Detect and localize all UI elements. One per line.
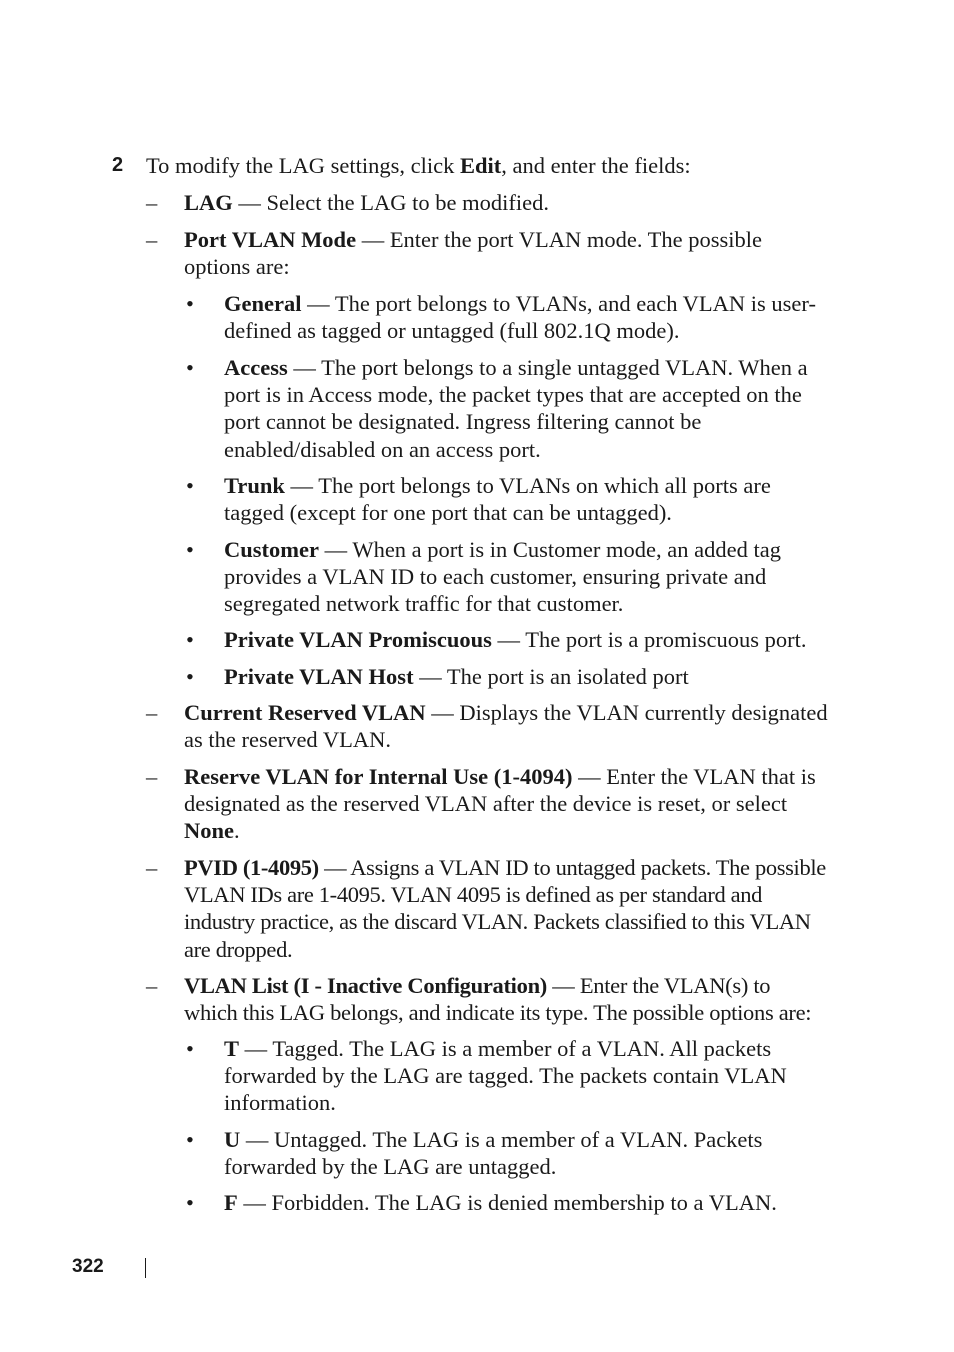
- page-number: 322: [72, 1256, 104, 1277]
- footer-divider: [145, 1258, 146, 1278]
- field-description: — Enter the VLAN that is designated as the reserved VLAN after the device is reset, or select: [184, 764, 816, 817]
- option-label: Customer: [224, 537, 319, 562]
- dash-marker: –: [146, 764, 158, 789]
- field-description: — Enter the port VLAN mode. The possible options are:: [184, 227, 763, 280]
- option-description: — Untagged. The LAG is a member of a VLAN. Packets forwarded by the LAG are untagged.: [224, 1127, 763, 1180]
- option-label: Private VLAN Promiscuous: [224, 627, 492, 652]
- field-description: — Displays the VLAN currently designated as the reserved VLAN.: [184, 700, 828, 753]
- option-label: Private VLAN Host: [224, 664, 414, 689]
- none-keyword: None: [184, 818, 234, 844]
- option-description: — The port belongs to a single untagged VLAN. When a port is in Access mode, the packet types that are accepted on the port cannot be designated. Ingress filtering cannot be enabled/disabled on an access port.: [224, 355, 808, 462]
- bullet-marker: •: [186, 1036, 194, 1061]
- option-label: Trunk: [224, 473, 285, 498]
- option-description: — The port is a promiscuous port.: [491, 627, 807, 652]
- field-description: — Enter the VLAN(s) to which this LAG belongs, and indicate its type. The possible options are:: [184, 973, 812, 1026]
- dash-marker: –: [146, 227, 158, 252]
- option-trunk: [224, 472, 829, 526]
- bullet-marker: •: [186, 1190, 194, 1215]
- option-access: [224, 354, 829, 463]
- option-description: — The port belongs to VLANs on which all ports are tagged (except for one port that can be untagged).: [224, 473, 771, 526]
- field-current-reserved-vlan: [184, 699, 829, 753]
- bullet-marker: •: [186, 537, 194, 562]
- option-tagged: [224, 1035, 829, 1117]
- option-description: — When a port is in Customer mode, an added tag provides a VLAN ID to each customer, ensuring private and segregated network traffic for that customer.: [224, 537, 781, 617]
- field-description: — Assigns a VLAN ID to untagged packets. The possible VLAN IDs are 1-4095. VLAN 4095 is defined as per standard and industry practice, as the discard VLAN. Packets classified to this VLAN are dropped.: [184, 855, 826, 962]
- bullet-marker: •: [186, 291, 194, 316]
- option-description: — The port is an isolated port: [413, 664, 689, 689]
- option-forbidden: [224, 1189, 829, 1216]
- step-intro-end: , and enter the fields:: [501, 153, 691, 178]
- bullet-marker: •: [186, 627, 194, 652]
- option-private-vlan-promiscuous: [224, 626, 829, 653]
- bullet-marker: •: [186, 1127, 194, 1152]
- dash-marker: –: [146, 700, 158, 725]
- field-label: Current Reserved VLAN: [184, 700, 426, 725]
- field-label: Port VLAN Mode: [184, 227, 357, 252]
- option-label: Access: [224, 355, 288, 380]
- bullet-marker: •: [186, 473, 194, 498]
- field-reserve-vlan: [184, 763, 829, 845]
- dash-marker: –: [146, 855, 158, 880]
- option-description: — The port belongs to VLANs, and each VLAN is user-defined as tagged or untagged (full 802.1Q mode).: [224, 291, 816, 344]
- option-untagged: [224, 1126, 829, 1180]
- field-description: — Select the LAG to be modified.: [232, 190, 549, 215]
- option-label: T: [224, 1036, 240, 1061]
- step-intro-text: To modify the LAG settings, click: [146, 153, 461, 178]
- field-port-vlan-mode: [184, 226, 829, 280]
- option-private-vlan-host: [224, 663, 829, 690]
- field-label: VLAN List (I - Inactive Configuration): [184, 973, 547, 998]
- dash-marker: –: [146, 973, 158, 998]
- field-vlan-list: [184, 972, 829, 1026]
- option-general: [224, 290, 829, 344]
- option-label: U: [224, 1127, 241, 1152]
- option-label: F: [224, 1190, 238, 1215]
- bullet-marker: •: [186, 355, 194, 380]
- step-number: 2: [112, 154, 124, 176]
- field-description-end: .: [234, 818, 240, 844]
- option-description: — Tagged. The LAG is a member of a VLAN. All packets forwarded by the LAG are tagged. The packets contain VLAN information.: [224, 1036, 787, 1116]
- field-label: Reserve VLAN for Internal Use (1-4094): [184, 764, 573, 789]
- field-label: LAG: [184, 190, 233, 215]
- option-customer: [224, 536, 829, 618]
- field-lag: [184, 189, 829, 216]
- step-intro: [146, 152, 691, 179]
- edit-keyword: Edit: [460, 153, 502, 178]
- option-description: — Forbidden. The LAG is denied membership to a VLAN.: [237, 1190, 777, 1215]
- field-pvid: [184, 854, 829, 963]
- bullet-marker: •: [186, 664, 194, 689]
- option-label: General: [224, 291, 302, 316]
- field-label: PVID (1-4095): [184, 855, 319, 880]
- dash-marker: –: [146, 190, 158, 215]
